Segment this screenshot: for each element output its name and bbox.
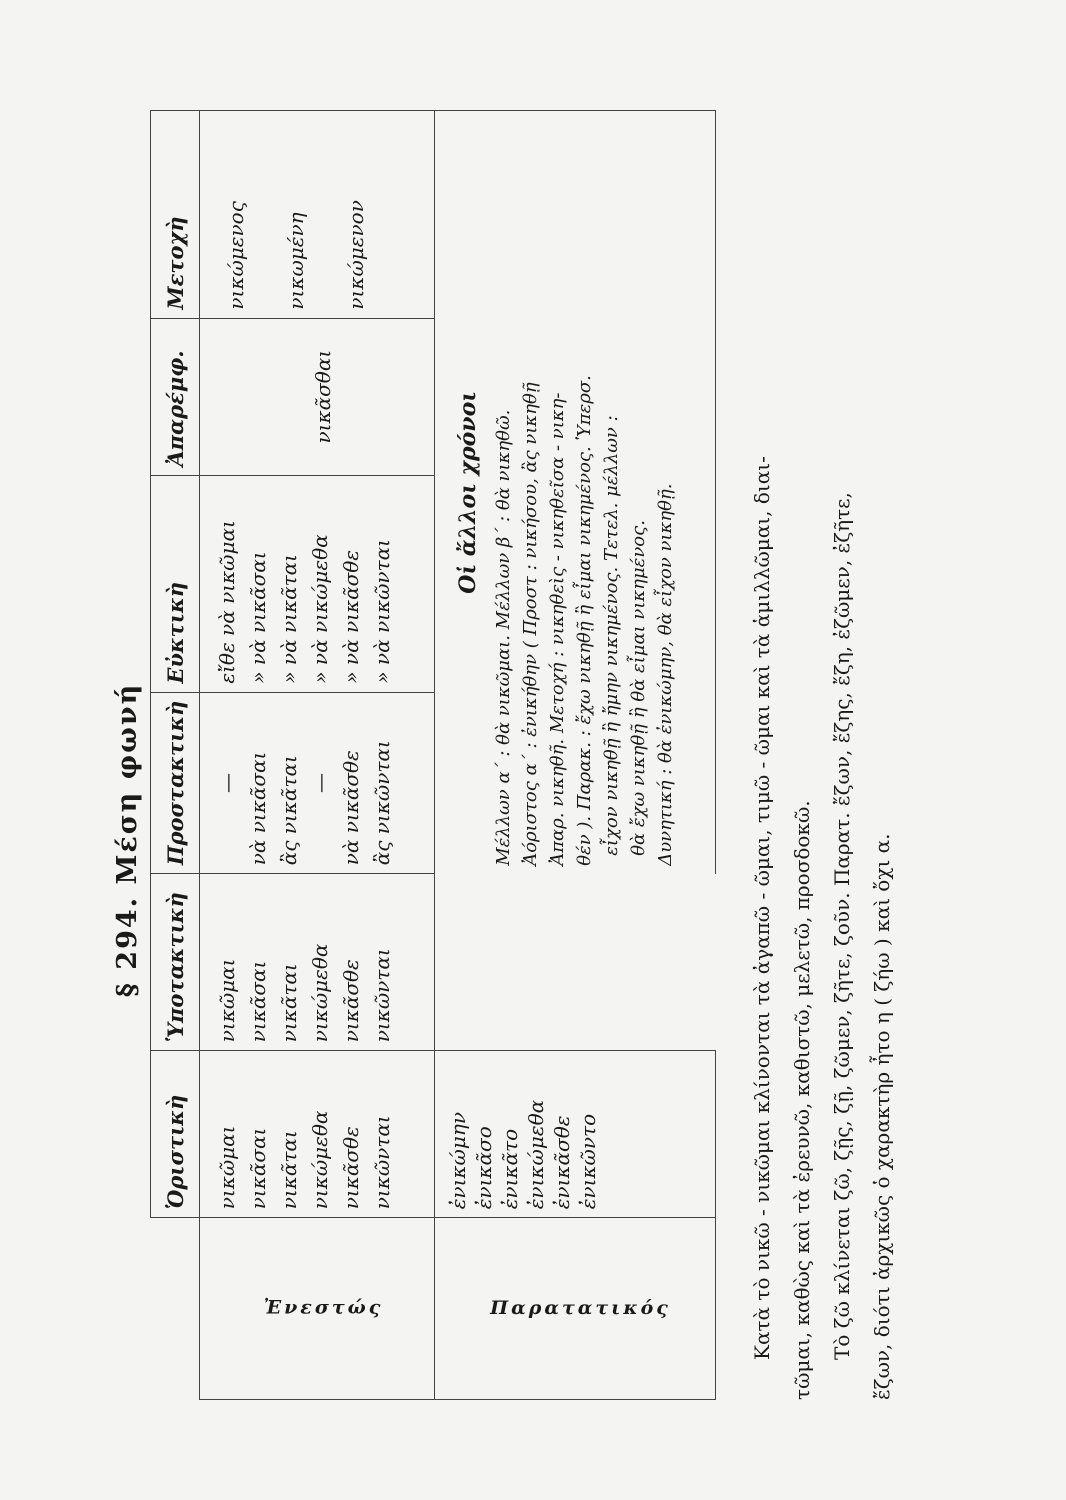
conjugation-table: [150, 110, 716, 1400]
form: νικᾶσθαι: [310, 349, 335, 444]
form: ἐνικᾶσθε: [550, 1115, 574, 1210]
other-tenses-line: Μέλλων α΄ : θὰ νικῶμαι. Μέλλων β΄ : θὰ νικηθῶ.: [493, 409, 514, 866]
present-oristiki-cell: [200, 1051, 435, 1218]
present-prostaktiki-cell: [200, 692, 435, 874]
form: νικᾶσαι: [246, 960, 270, 1043]
other-tenses-cell: [435, 111, 716, 874]
past-label-cell: [435, 1218, 716, 1400]
spacer: [435, 874, 716, 1051]
form: νικωμένη: [284, 212, 308, 310]
form: » νὰ νικᾶσθε: [339, 549, 363, 684]
header-aparemfato: Ἀπαρέμφ.: [151, 318, 200, 475]
present-metochi-cell: [200, 111, 435, 319]
past-oristiki-cell: [435, 1051, 716, 1218]
form: ἐνικώμεθα: [524, 1099, 548, 1210]
form: » νὰ νικώμεθα: [308, 534, 332, 684]
present-ypotaktiki-cell: [200, 874, 435, 1051]
form: νικῶνται: [370, 948, 394, 1043]
other-tenses-line: εἶχον νικηθῇ ἢ ἤμην νικημένος. Τετελ. μέλλων :: [601, 415, 622, 856]
past-label: Παρατατικός: [490, 1297, 671, 1320]
form: ἐνικῶντο: [576, 1113, 600, 1210]
present-row: [200, 111, 435, 1400]
header-metochi: Μετοχὴ: [151, 111, 200, 319]
form: ἂς νικῶνται: [370, 740, 394, 866]
present-label-cell: [200, 1218, 435, 1400]
form: νὰ νικᾶσθε: [339, 750, 363, 866]
footer-text: [742, 90, 902, 1400]
other-tenses-line: Ἀόριστος α΄ : ἐνικήθην ( Προστ : νικήσου, ἂς νικηθῇ: [520, 382, 541, 866]
other-tenses-title: Οἱ ἄλλοι χρόνοι: [455, 391, 481, 594]
header-ypotaktiki: Ὑποτακτικὴ: [151, 874, 200, 1051]
header-row: [151, 111, 200, 1400]
form: νικᾶσθε: [339, 959, 363, 1043]
form: νικώμεθα: [308, 943, 332, 1043]
form: ἐνικᾶτο: [498, 1128, 522, 1210]
other-tenses-line: θὰ ἔχω νικηθῇ ἢ θὰ εἶμαι νικημένος.: [628, 520, 649, 856]
past-row: [435, 111, 716, 1400]
footer-line: Κατὰ τὸ νικῶ - νικῶμαι κλίνονται τὰ ἀγαπῶ - ῶμαι, τιμῶ - ῶμαι καὶ τὰ ἁμιλλῶμαι, διαι-: [750, 456, 774, 1360]
present-efktiki-cell: [200, 475, 435, 692]
form: νικᾶται: [277, 1130, 301, 1210]
footer-line: ἔζων, διότι ἀρχικῶς ὁ χαρακτὴρ ἦτο η ( ζήω ) καὶ ὄχι α.: [870, 833, 894, 1400]
form: ἐνικᾶσο: [472, 1126, 496, 1210]
form: νικώμεθα: [308, 1110, 332, 1210]
form: νικώμενος: [224, 201, 248, 310]
footer-line: Τὸ ζῶ κλίνεται ζῶ, ζῇς, ζῇ, ζῶμεν, ζῆτε, ζοῦν. Παρατ. ἔζων, ἔζης, ἔζη, ἐζῶμεν, ἐζῆτε,: [830, 492, 854, 1360]
other-tenses-line: θέν ). Παρακ. : ἔχω νικηθῇ ἢ εἶμαι νικημένος. Ὑπερσ.: [574, 375, 595, 866]
form: » νὰ νικᾶται: [277, 554, 301, 684]
form: ἂς νικᾶται: [277, 755, 301, 866]
header-oristiki: Ὁριστικὴ: [151, 1051, 200, 1218]
form: νικᾶσθε: [339, 1126, 363, 1210]
form: νικῶμαι: [215, 1125, 239, 1210]
form: νικῶνται: [370, 1115, 394, 1210]
form: » νὰ νικᾶσαι: [246, 551, 270, 684]
form: ἐνικώμην: [446, 1112, 470, 1210]
corner-cell: [151, 1218, 200, 1400]
header-efktiki: Εὐκτικὴ: [151, 475, 200, 692]
form: νικᾶσαι: [246, 1127, 270, 1210]
form: εἴθε νὰ νικῶμαι: [215, 520, 239, 684]
page-title: § 294. Μέση φωνή: [112, 682, 143, 998]
header-prostaktiki: Προστακτικὴ: [151, 692, 200, 874]
form: νικώμενον: [344, 200, 368, 310]
present-aparemfato-cell: [200, 318, 435, 475]
form: » νὰ νικῶνται: [370, 539, 394, 684]
form: νικῶμαι: [215, 958, 239, 1043]
footer-line: τῶμαι, καθὼς καὶ τὰ ἐρευνῶ, καθιστῶ, μελετῶ, προσδοκῶ.: [790, 800, 814, 1400]
form: νικᾶται: [277, 963, 301, 1043]
other-tenses-line: Δυνητική : θὰ ἐνικώμην, θὰ εἶχον νικηθῇ.: [655, 483, 676, 866]
present-label: Ἐνεστώς: [263, 1297, 384, 1320]
other-tenses-line: Ἀπαρ. νικηθῆ. Μετοχή : νικηθεὶς - νικηθεῖσα - νικη-: [547, 392, 568, 866]
form: νὰ νικᾶσαι: [246, 751, 270, 866]
form: —: [308, 772, 332, 793]
form: —: [215, 772, 239, 793]
